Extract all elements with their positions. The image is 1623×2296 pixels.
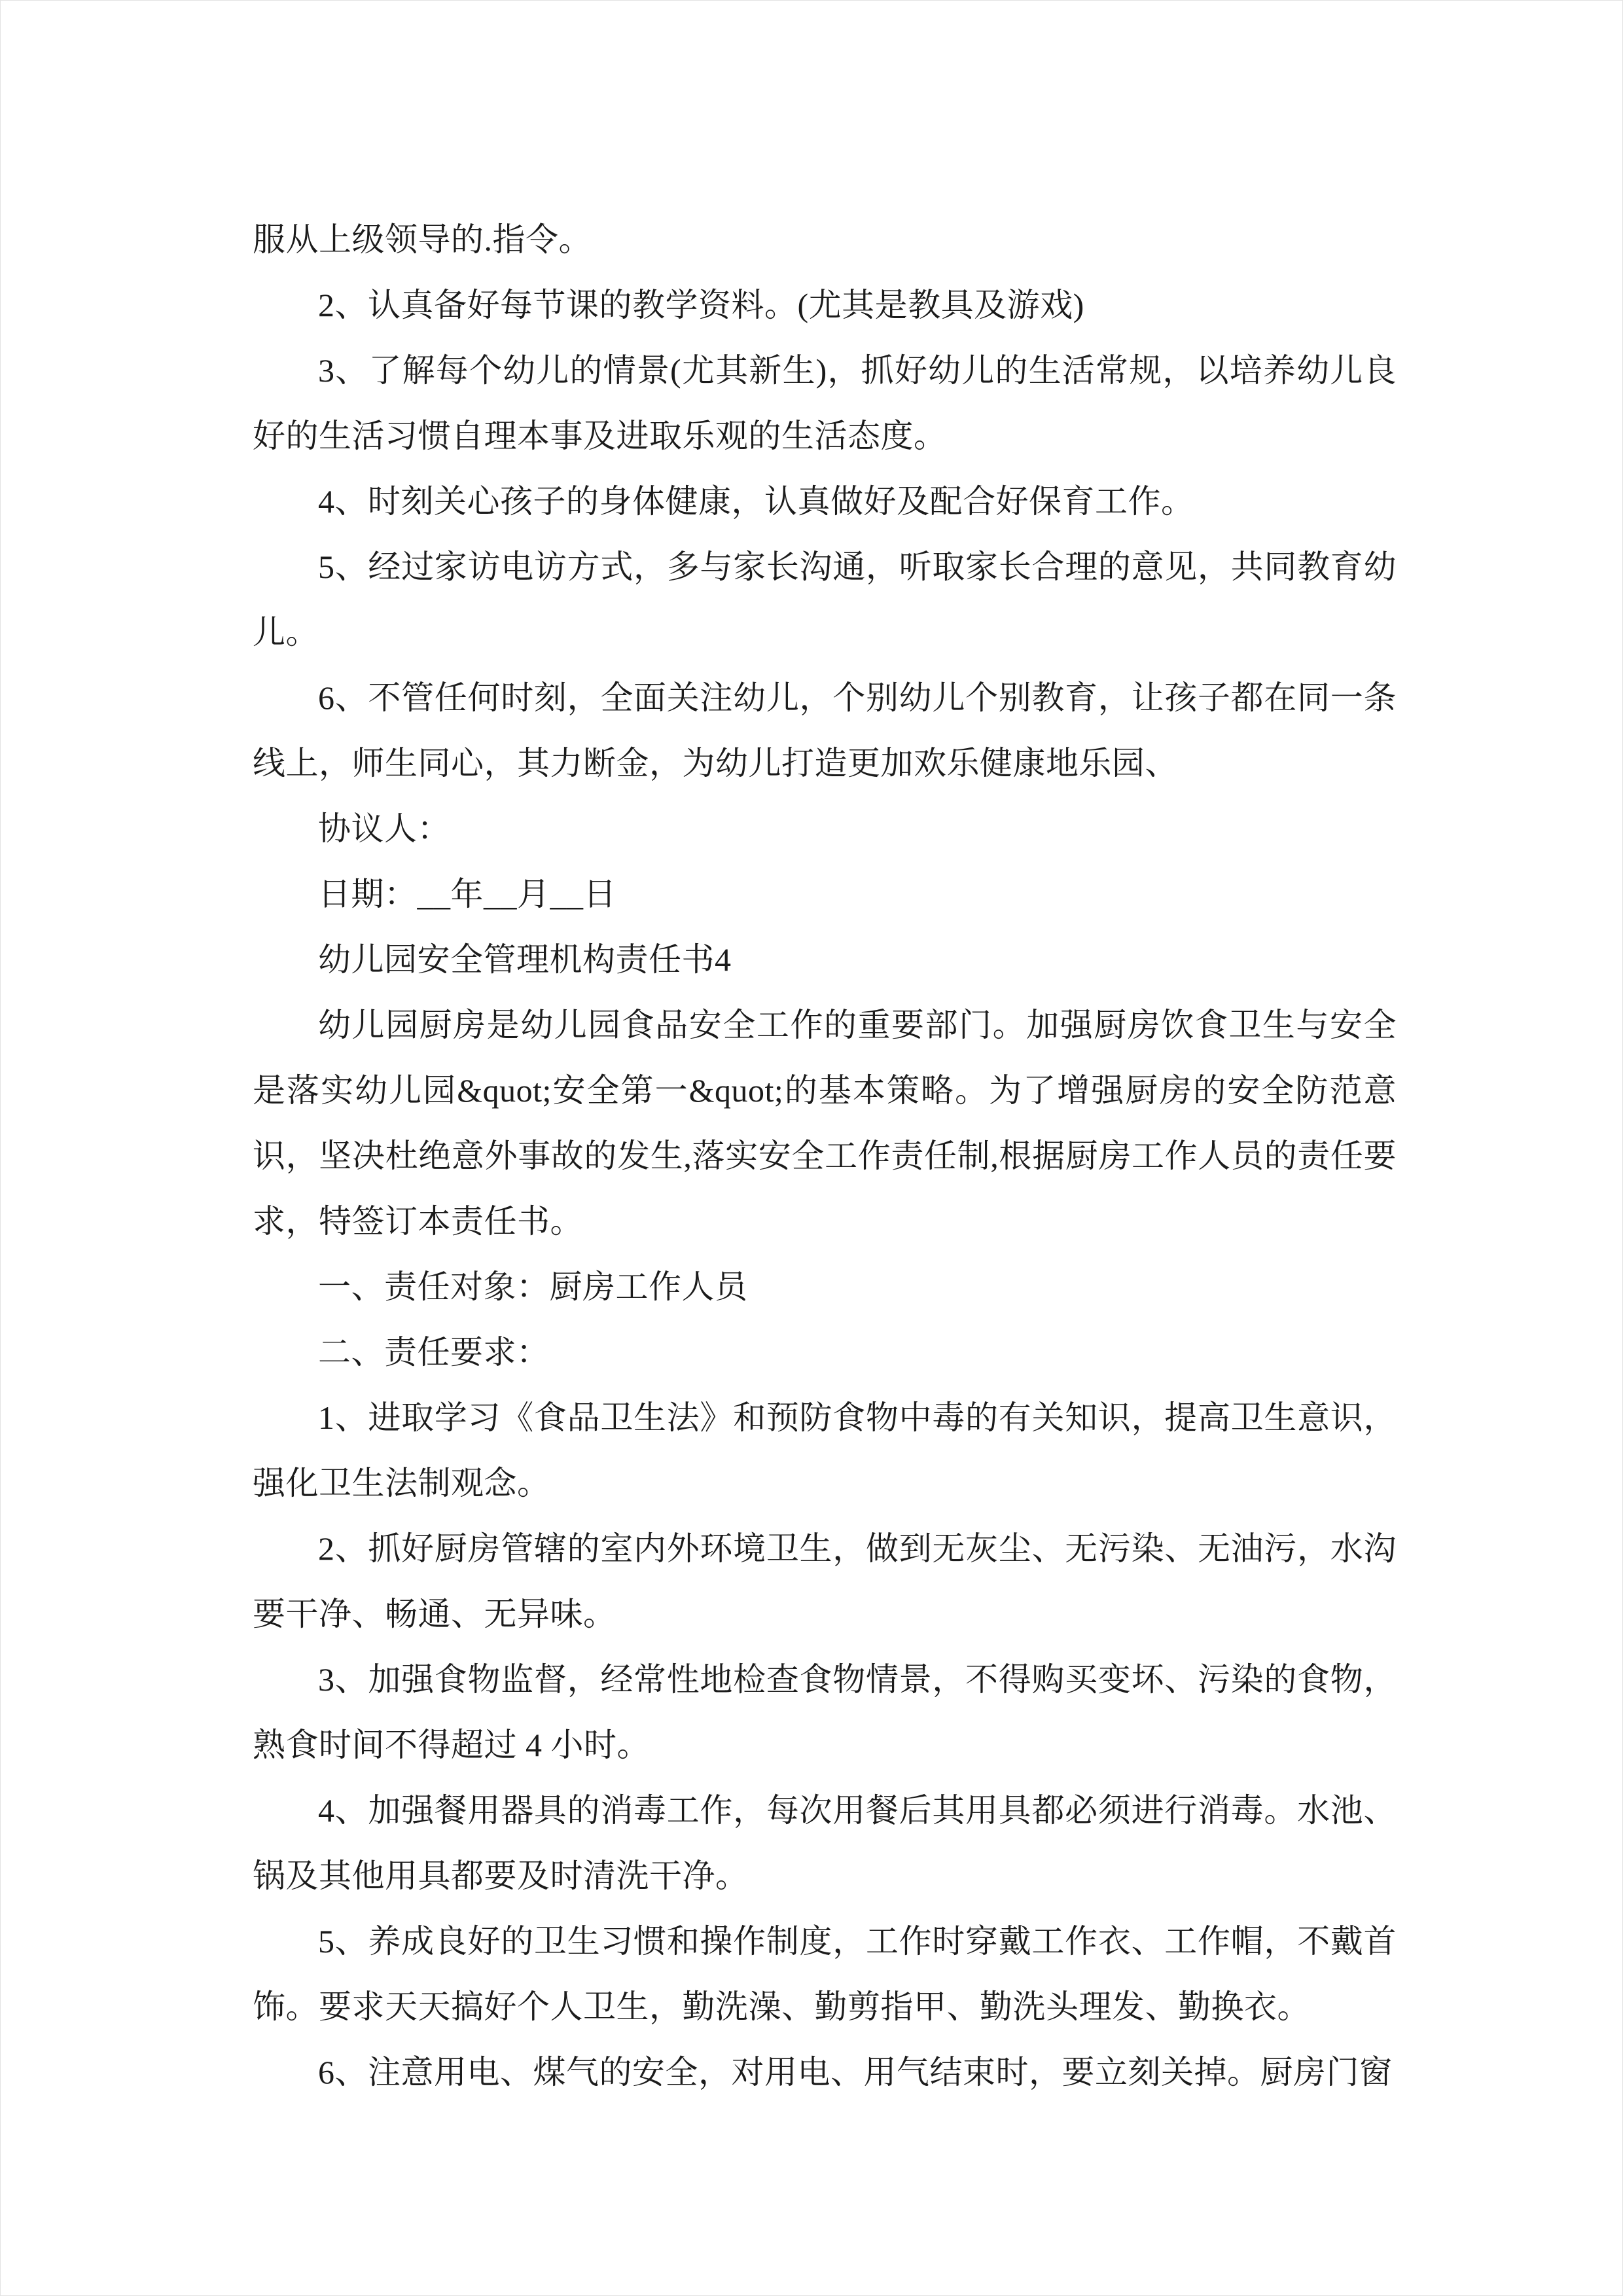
paragraph: 一、责任对象：厨房工作人员: [318, 1268, 748, 1305]
paragraph: 5、养成良好的卫生习惯和操作制度，工作时穿戴工作衣、工作帽，不戴首饰。要求天天搞好个人卫生，勤洗澡、勤剪指甲、勤洗头理发、勤换衣。: [253, 1923, 1397, 2025]
paragraph: 1、进取学习《食品卫生法》和预防食物中毒的有关知识，提高卫生意识，强化卫生法制观念。: [253, 1399, 1397, 1501]
paragraph: 2、认真备好每节课的教学资料。(尤其是教具及游戏): [318, 287, 1084, 323]
paragraph: 3、加强食物监督，经常性地检查食物情景，不得购买变坏、污染的食物，熟食时间不得超过 4 小时。: [253, 1661, 1397, 1763]
paragraph: 二、责任要求：: [318, 1334, 550, 1371]
date-line: 日期：__年__月__日: [318, 876, 616, 912]
paragraph: 6、注意用电、煤气的安全，对用电、用气结束时，要立刻关掉。厨房门窗: [318, 2054, 1393, 2090]
paragraph: 6、不管任何时刻，全面关注幼儿，个别幼儿个别教育，让孩子都在同一条线上，师生同心，其力断金，为幼儿打造更加欢乐健康地乐园、: [253, 679, 1397, 781]
paragraph: 服从上级领导的.指令。: [253, 221, 592, 258]
paragraph: 4、时刻关心孩子的身体健康，认真做好及配合好保育工作。: [318, 483, 1194, 520]
paragraph: 4、加强餐用器具的消毒工作，每次用餐后其用具都必须进行消毒。水池、锅及其他用具都要及时清洗干净。: [253, 1792, 1397, 1894]
paragraph: 5、经过家访电访方式，多与家长沟通，听取家长合理的意见，共同教育幼儿。: [253, 548, 1397, 651]
section-title: 幼儿园安全管理机构责任书4: [318, 941, 732, 978]
paragraph: 幼儿园厨房是幼儿园食品安全工作的重要部门。加强厨房饮食卫生与安全是落实幼儿园&quot;安全第一&quot;的基本策略。为了增强厨房的安全防范意识，坚决杜绝意外事故的发生,落实安全工作责任制,根据厨房工作人员的责任要求，特签订本责任书。: [253, 1007, 1397, 1240]
paragraph: 3、了解每个幼儿的情景(尤其新生)，抓好幼儿的生活常规，以培养幼儿良好的生活习惯自理本事及进取乐观的生活态度。: [253, 352, 1397, 454]
paragraph: 2、抓好厨房管辖的室内外环境卫生，做到无灰尘、无污染、无油污，水沟要干净、畅通、无异味。: [253, 1530, 1397, 1632]
signer-line: 协议人：: [318, 810, 450, 847]
